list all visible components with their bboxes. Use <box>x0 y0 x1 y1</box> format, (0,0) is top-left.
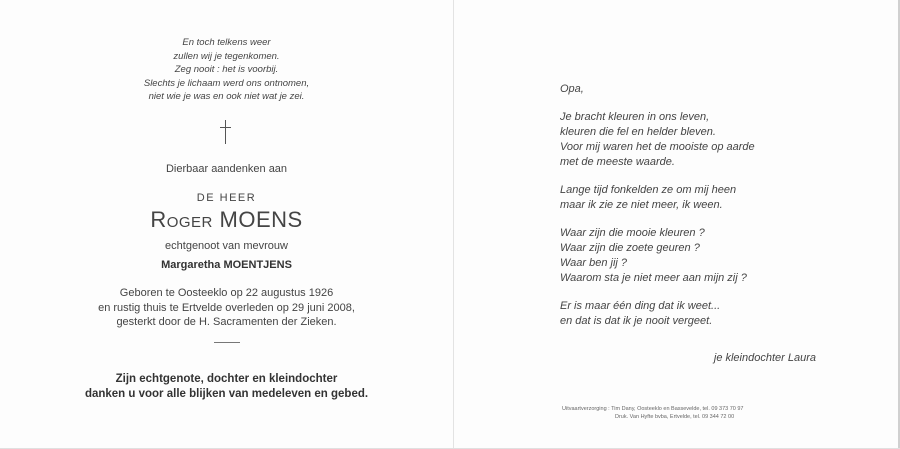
spouse-name: Margaretha MOENTJENS <box>161 259 292 271</box>
deceased-name <box>0 207 453 233</box>
honorific-title: DE HEER <box>196 192 257 204</box>
poem-line: kleuren die fel en helder bleven. <box>560 126 716 138</box>
thanks-line: Zijn echtgenote, dochter en kleindochter <box>115 373 338 385</box>
life-line: Geboren te Oosteeklo op 22 augustus 1926 <box>119 287 334 299</box>
credit-line: Uitvaartverzorging : Tim Dany, Oosteeklo en Bassevelde, tel. 09 373 70 97 <box>562 406 744 412</box>
poem-line: maar ik zie ze niet meer, ik ween. <box>560 199 723 211</box>
poem-line: Waar ben jij ? <box>560 257 628 269</box>
spouse-label: echtgenoot van mevrouw <box>165 240 288 252</box>
life-details <box>0 286 453 330</box>
poem-line: Er is maar één ding dat ik weet... <box>560 300 721 312</box>
poem-line: met de meeste waarde. <box>560 156 675 168</box>
poem-line: Waar zijn die mooie kleuren ? <box>560 227 705 239</box>
poem-salutation: Opa, <box>560 83 584 95</box>
poem-line: Voor mij waren het de mooiste op aarde <box>560 141 755 153</box>
intro-text: Dierbaar aandenken aan <box>165 163 288 175</box>
poem-line: en dat is dat ik je nooit vergeet. <box>560 315 713 327</box>
cross-icon <box>218 120 234 144</box>
right-panel <box>560 0 890 449</box>
divider <box>214 342 240 343</box>
poem-signature: je kleindochter Laura <box>713 352 816 364</box>
poem-line: Waarom sta je niet meer aan mijn zij ? <box>560 272 747 284</box>
last-name: MOENS <box>219 207 303 232</box>
credit-line: Druk. Van Hyfte bvba, Ertvelde, tel. 09 344 72 00 <box>615 413 735 420</box>
opening-poem <box>0 36 453 104</box>
thanks-line: danken u voor alle blijken van medeleven en gebed. <box>84 388 369 400</box>
poem-line: Waar zijn die zoete geuren ? <box>560 242 700 254</box>
poem-line: zullen wij je tegenkomen. <box>173 50 280 62</box>
poem-line: Lange tijd fonkelden ze om mij heen <box>560 184 737 196</box>
printer-credits <box>560 406 890 421</box>
grandchild-poem <box>560 82 755 329</box>
card-fold-line <box>453 0 454 449</box>
poem-line: Zeg nooit : het is voorbij. <box>174 64 279 75</box>
life-line: gesterkt door de H. Sacramenten der Zieken. <box>116 316 337 328</box>
thanks-message <box>0 372 453 402</box>
poem-line: niet wie je was en ook niet wat je zei. <box>148 91 305 102</box>
poem-line: En toch telkens weer <box>182 37 271 48</box>
poem-line: Slechts je lichaam werd ons ontnomen, <box>143 77 310 89</box>
poem-line: Je bracht kleuren in ons leven, <box>560 111 710 123</box>
life-line: en rustig thuis te Ertvelde overleden op 29 juni 2008, <box>98 301 355 314</box>
first-name: Roger <box>150 207 213 232</box>
